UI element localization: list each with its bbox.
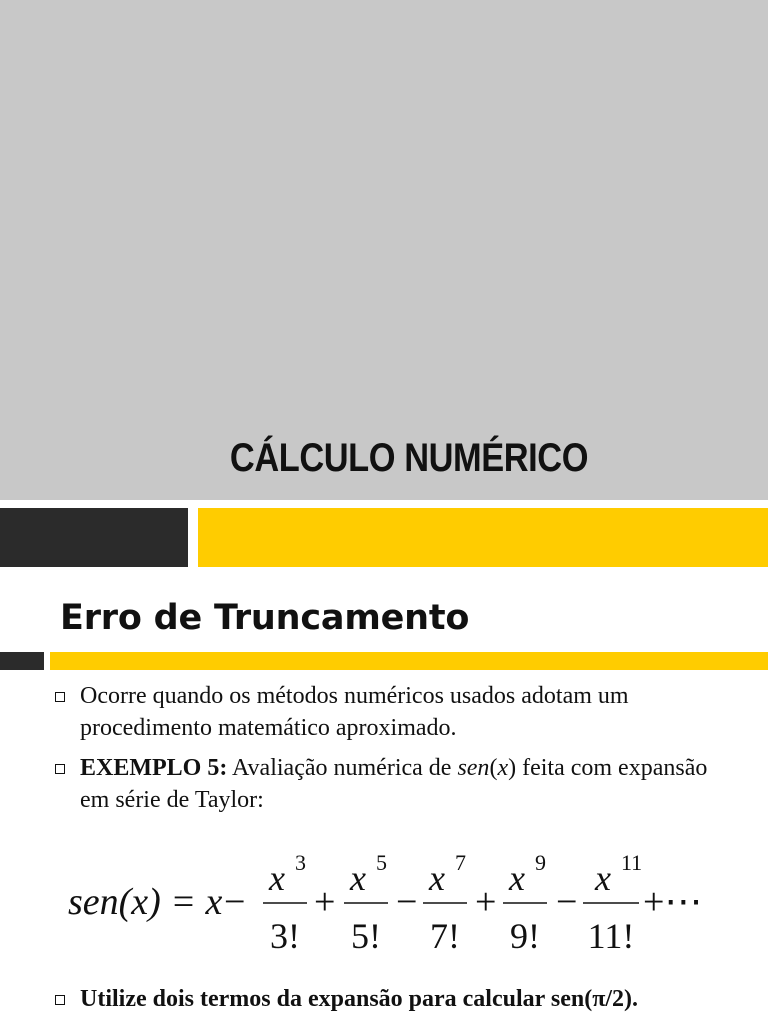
formula-sign: + [314, 881, 336, 923]
bullet-text-part: Avaliação numérica de [227, 755, 458, 781]
fraction-exponent: 7 [455, 850, 466, 875]
formula-sign: − [396, 881, 418, 923]
bullet-text: Utilize dois termos da expansão para calcular sen(π/2). [80, 986, 638, 1012]
bullet-item [80, 983, 740, 1015]
decorative-yellow-bar [198, 508, 768, 567]
taylor-series-formula [0, 840, 768, 970]
section-yellow-bar [50, 652, 768, 670]
formula-sign: − [556, 881, 578, 923]
section-dark-bar [0, 652, 44, 670]
square-bullet-icon [55, 764, 65, 774]
formula-tail: +⋯ [643, 881, 703, 923]
function-name: sen [457, 755, 490, 781]
fraction-numerator: x [350, 858, 366, 898]
fraction-numerator: x [509, 858, 525, 898]
fraction-denominator: 5! [351, 916, 381, 956]
fraction-denominator: 9! [510, 916, 540, 956]
fraction-exponent: 3 [295, 850, 306, 875]
paren-open: ( [489, 755, 498, 781]
fraction-denominator: 7! [430, 916, 460, 956]
decorative-dark-bar [0, 508, 188, 567]
paren-close: ) [508, 755, 517, 781]
square-bullet-icon [55, 692, 65, 702]
fraction-numerator: x [595, 858, 611, 898]
fraction-numerator: x [269, 858, 285, 898]
formula-sign: − [224, 881, 246, 923]
formula-sign: + [475, 881, 497, 923]
fraction-numerator: x [429, 858, 445, 898]
square-bullet-icon [55, 995, 65, 1005]
example-label: EXEMPLO 5: [80, 755, 228, 781]
fraction-exponent: 5 [376, 850, 387, 875]
fraction-denominator: 3! [270, 916, 300, 956]
fraction-denominator: 11! [587, 916, 635, 956]
main-title: CÁLCULO NUMÉRICO [229, 436, 589, 480]
fraction-exponent: 11 [621, 850, 643, 875]
fraction-exponent: 9 [535, 850, 546, 875]
bullet-text-part: feita com expansão em série de Taylor: [80, 755, 708, 813]
bullet-item [80, 680, 740, 744]
function-variable: x [497, 755, 509, 781]
section-title: Erro de Truncamento [60, 598, 470, 638]
bullet-item [80, 752, 740, 816]
formula-lhs: sen(x) = x [68, 881, 223, 923]
title-header-background [0, 0, 768, 500]
bullet-text: Ocorre quando os métodos numéricos usados adotam um procedimento matemático aproximado. [80, 683, 629, 741]
